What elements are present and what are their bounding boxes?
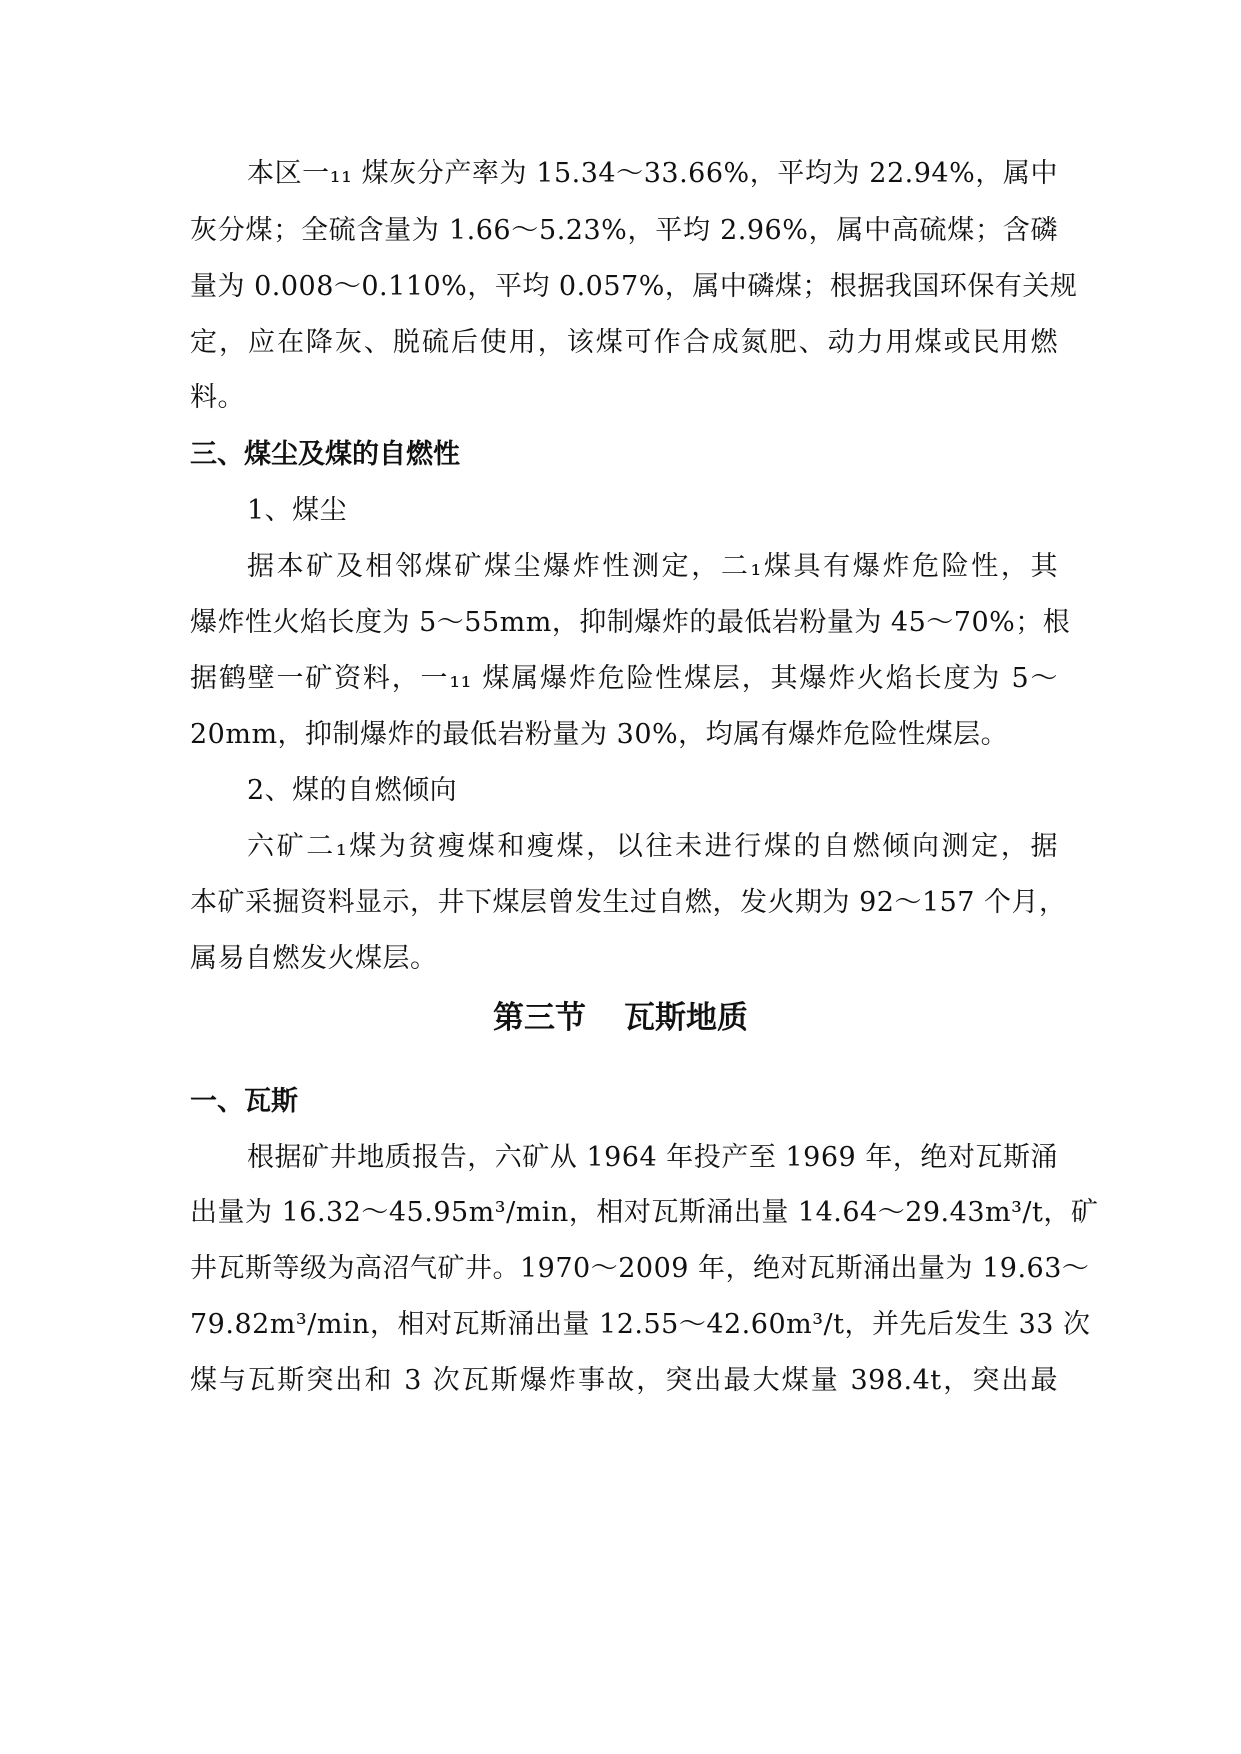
paragraph-line: 定，应在降灰、脱硫后使用，该煤可作合成氮肥、动力用煤或民用燃 bbox=[190, 327, 1058, 358]
paragraph-line: 据鹤壁一矿资料，一₁₁ 煤属爆炸危险性煤层，其爆炸火焰长度为 5～ bbox=[190, 663, 1058, 694]
paragraph-line: 煤与瓦斯突出和 3 次瓦斯爆炸事故，突出最大煤量 398.4t，突出最 bbox=[190, 1365, 1058, 1396]
paragraph-line: 出量为 16.32～45.95m³/min，相对瓦斯涌出量 14.64～29.43m³/t，矿 bbox=[190, 1197, 1099, 1228]
chapter-title bbox=[0, 1000, 1241, 1036]
paragraph-line: 据本矿及相邻煤矿煤尘爆炸性测定，二₁煤具有爆炸危险性，其 bbox=[247, 551, 1058, 582]
subsection-title: 1、煤尘 bbox=[247, 495, 348, 526]
subsection-title: 2、煤的自燃倾向 bbox=[247, 775, 458, 806]
paragraph-line: 爆炸性火焰长度为 5～55mm，抑制爆炸的最低岩粉量为 45～70%；根 bbox=[190, 607, 1071, 638]
paragraph-line: 井瓦斯等级为高沼气矿井。1970～2009 年，绝对瓦斯涌出量为 19.63～ bbox=[190, 1253, 1090, 1284]
paragraph-line: 根据矿井地质报告，六矿从 1964 年投产至 1969 年，绝对瓦斯涌 bbox=[247, 1142, 1058, 1173]
chapter-number: 第三节 bbox=[493, 1000, 586, 1036]
paragraph-line: 灰分煤；全硫含量为 1.66～5.23%，平均 2.96%，属中高硫煤；含磷 bbox=[190, 215, 1058, 246]
paragraph-line: 20mm，抑制爆炸的最低岩粉量为 30%，均属有爆炸危险性煤层。 bbox=[190, 719, 1009, 750]
chapter-name: 瓦斯地质 bbox=[624, 1000, 748, 1036]
paragraph-line: 量为 0.008～0.110%，平均 0.057%，属中磷煤；根据我国环保有关规 bbox=[190, 271, 1078, 302]
paragraph-line: 料。 bbox=[190, 382, 245, 413]
paragraph-line: 79.82m³/min，相对瓦斯涌出量 12.55～42.60m³/t，并先后发生 33 次 bbox=[190, 1309, 1091, 1340]
section-heading: 一、瓦斯 bbox=[190, 1086, 298, 1117]
paragraph-line: 属易自燃发火煤层。 bbox=[190, 943, 438, 974]
section-heading: 三、煤尘及煤的自燃性 bbox=[190, 439, 460, 470]
paragraph-line: 本区一₁₁ 煤灰分产率为 15.34～33.66%，平均为 22.94%，属中 bbox=[247, 158, 1058, 189]
paragraph-line: 六矿二₁煤为贫瘦煤和瘦煤，以往未进行煤的自燃倾向测定，据 bbox=[247, 831, 1058, 862]
paragraph-line: 本矿采掘资料显示，井下煤层曾发生过自燃，发火期为 92～157 个月， bbox=[190, 887, 1067, 918]
